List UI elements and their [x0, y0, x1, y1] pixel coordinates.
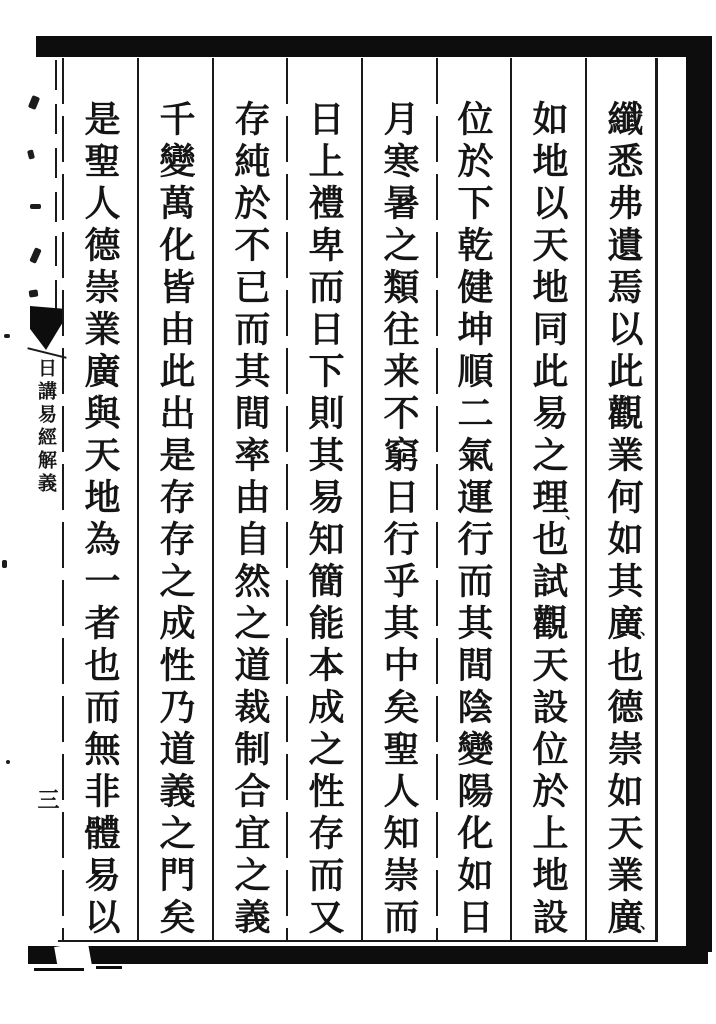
scan-speck [6, 760, 10, 764]
text-column-7: 千變萬化皆由此出是存存之成性乃道義之門矣 [154, 100, 196, 940]
scan-speck [4, 334, 10, 338]
bottom-border-band [28, 946, 708, 964]
bottom-border-dash [34, 968, 84, 971]
pause-mark: 、 [640, 620, 656, 638]
pause-mark: 、 [565, 504, 581, 522]
fold-fragment [27, 149, 35, 159]
text-column-5: 日上禮卑而日下則其易知簡能本成之性存而又 [303, 100, 345, 940]
right-border-band [686, 36, 712, 952]
fold-fragment [30, 204, 41, 209]
fold-fragment [28, 95, 40, 110]
text-column-3: 位於下乾健坤順二氣運行而其間陰變陽化如日 [452, 100, 494, 940]
top-border-band [36, 36, 712, 57]
pause-mark: 、 [640, 914, 656, 932]
text-column-8: 是聖人德崇業廣與天地為一者也而無非體易以 [79, 100, 121, 940]
fishtail-icon [30, 306, 62, 350]
text-column-4: 月寒暑之類往来不窮日行乎其中矣聖人知崇而 [378, 100, 420, 940]
banxin-book-title: 日講易經解義 [35, 358, 57, 496]
fold-line [55, 60, 57, 332]
text-column-2: 如地以天地同此易之理也試觀天設位於上地設 [527, 100, 569, 940]
fold-fragment [29, 247, 41, 264]
fold-fragment [29, 289, 39, 297]
text-column-1: 纖悉弗遺焉以此觀業何如其廣也德崇如天業廣 [602, 100, 644, 940]
bottom-border-dash [96, 966, 122, 969]
scan-speck [2, 560, 7, 568]
page-number: 三 [34, 788, 60, 810]
text-column-6: 存純於不已而其間率由自然之道裁制合宜之義 [229, 100, 271, 940]
